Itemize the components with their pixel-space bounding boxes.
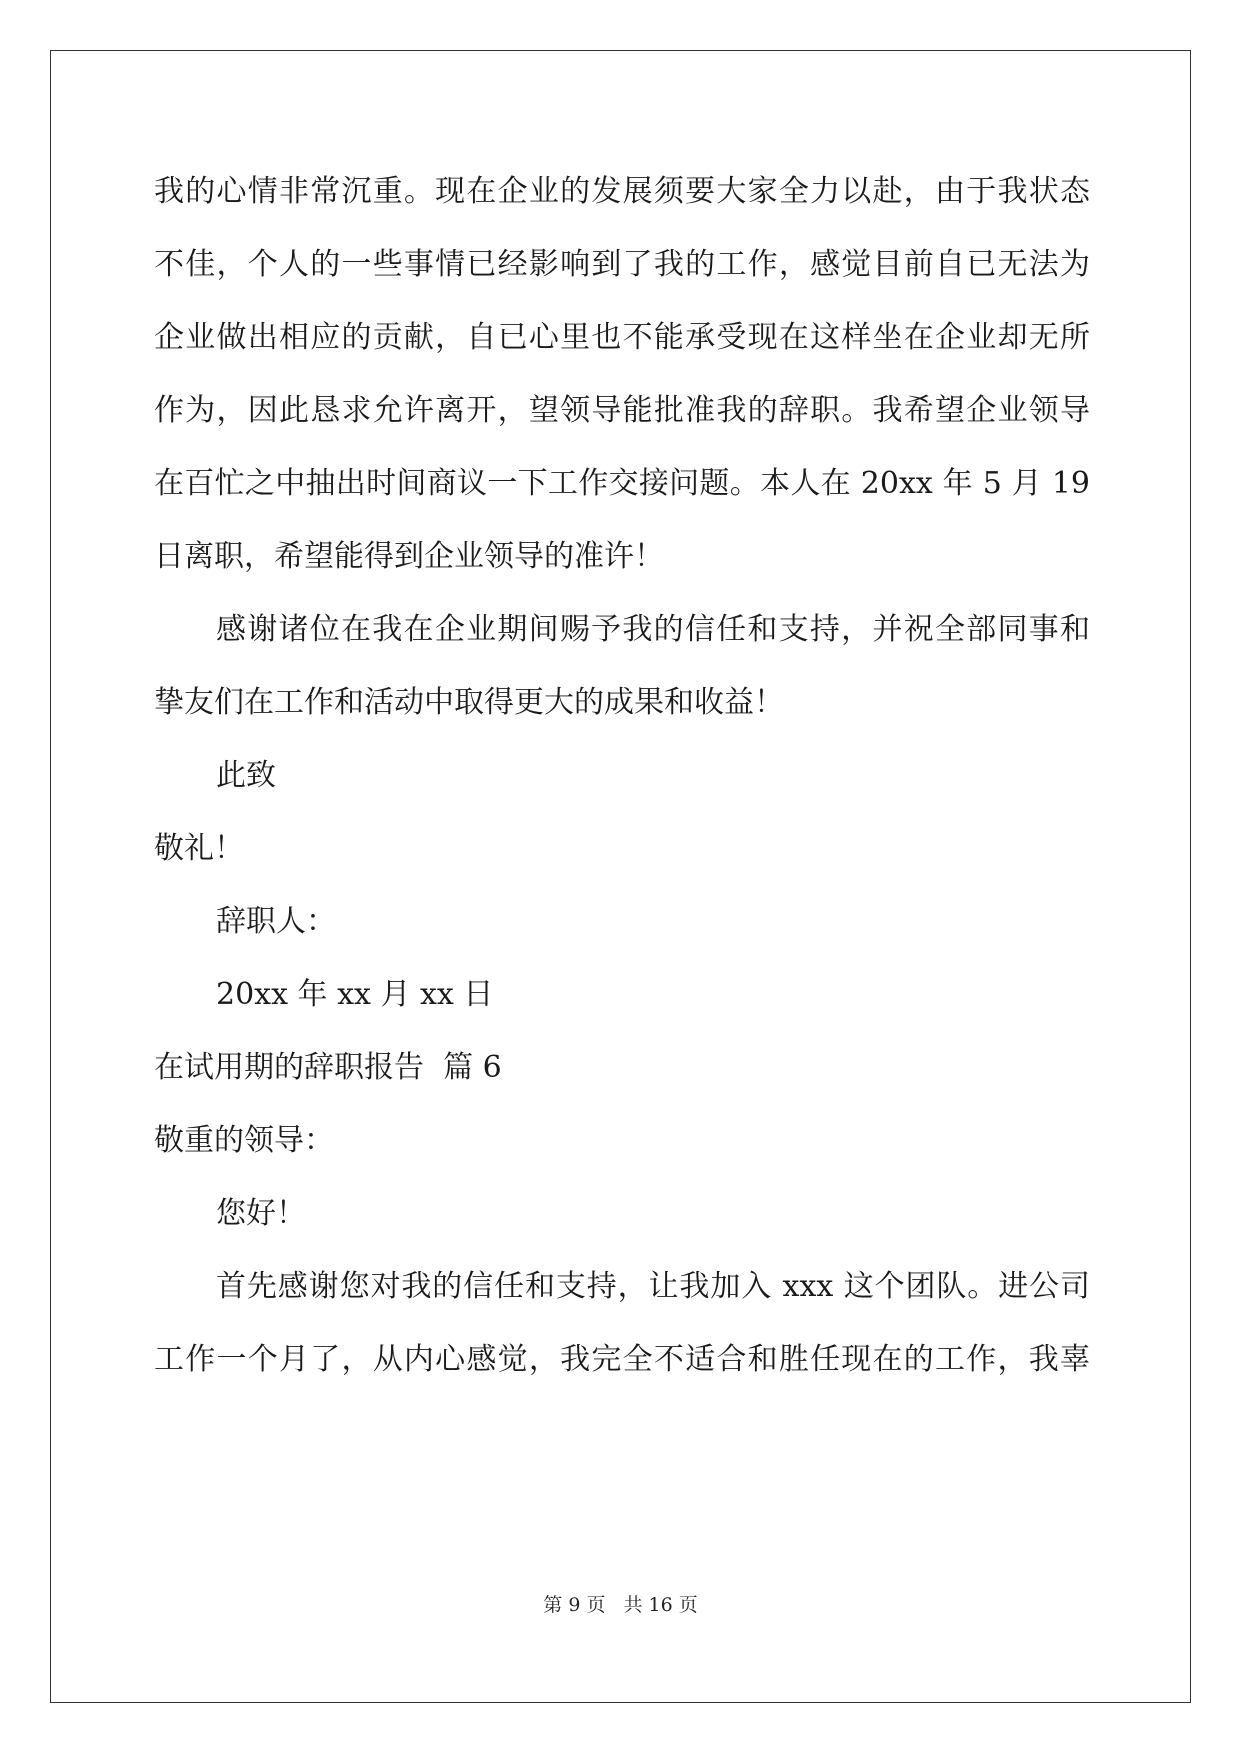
- body-line: 我的心情非常沉重。现在企业的发展须要大家全力以赴，由于我状态: [154, 174, 1090, 209]
- signature-date: 20xx 年 xx 月 xx 日: [216, 977, 494, 1012]
- signer-label: 辞职人：: [216, 904, 336, 939]
- page-footer: [0, 1593, 1241, 1617]
- letter-greeting: 敬重的领导：: [154, 1123, 334, 1158]
- body-line: 工作一个月了，从内心感觉，我完全不适合和胜任现在的工作，我辜: [154, 1342, 1090, 1377]
- closing-regards: 敬礼！: [154, 831, 244, 866]
- body-line: 首先感谢您对我的信任和支持，让我加入 xxx 这个团队。进公司: [216, 1269, 1090, 1304]
- body-line: 在百忙之中抽出时间商议一下工作交接问题。本人在 20xx 年 5 月 19: [154, 466, 1090, 501]
- closing-salutation: 此致: [216, 758, 276, 793]
- section-heading: 在试用期的辞职报告 篇 6: [154, 1050, 502, 1085]
- page-total: 共 16 页: [623, 1594, 698, 1616]
- body-line: 日离职，希望能得到企业领导的准许！: [154, 539, 664, 574]
- letter-hello: 您好！: [216, 1196, 306, 1231]
- page-border: [50, 50, 1191, 1703]
- body-line: 不佳，个人的一些事情已经影响到了我的工作，感觉目前自已无法为: [154, 247, 1090, 282]
- body-line: 企业做出相应的贡献，自已心里也不能承受现在这样坐在企业却无所: [154, 320, 1090, 355]
- body-line: 感谢诸位在我在企业期间赐予我的信任和支持，并祝全部同事和: [216, 612, 1090, 647]
- body-line: 作为，因此恳求允许离开，望领导能批准我的辞职。我希望企业领导: [154, 393, 1090, 428]
- page-number: 第 9 页: [543, 1594, 606, 1616]
- body-line: 挚友们在工作和活动中取得更大的成果和收益！: [154, 685, 784, 720]
